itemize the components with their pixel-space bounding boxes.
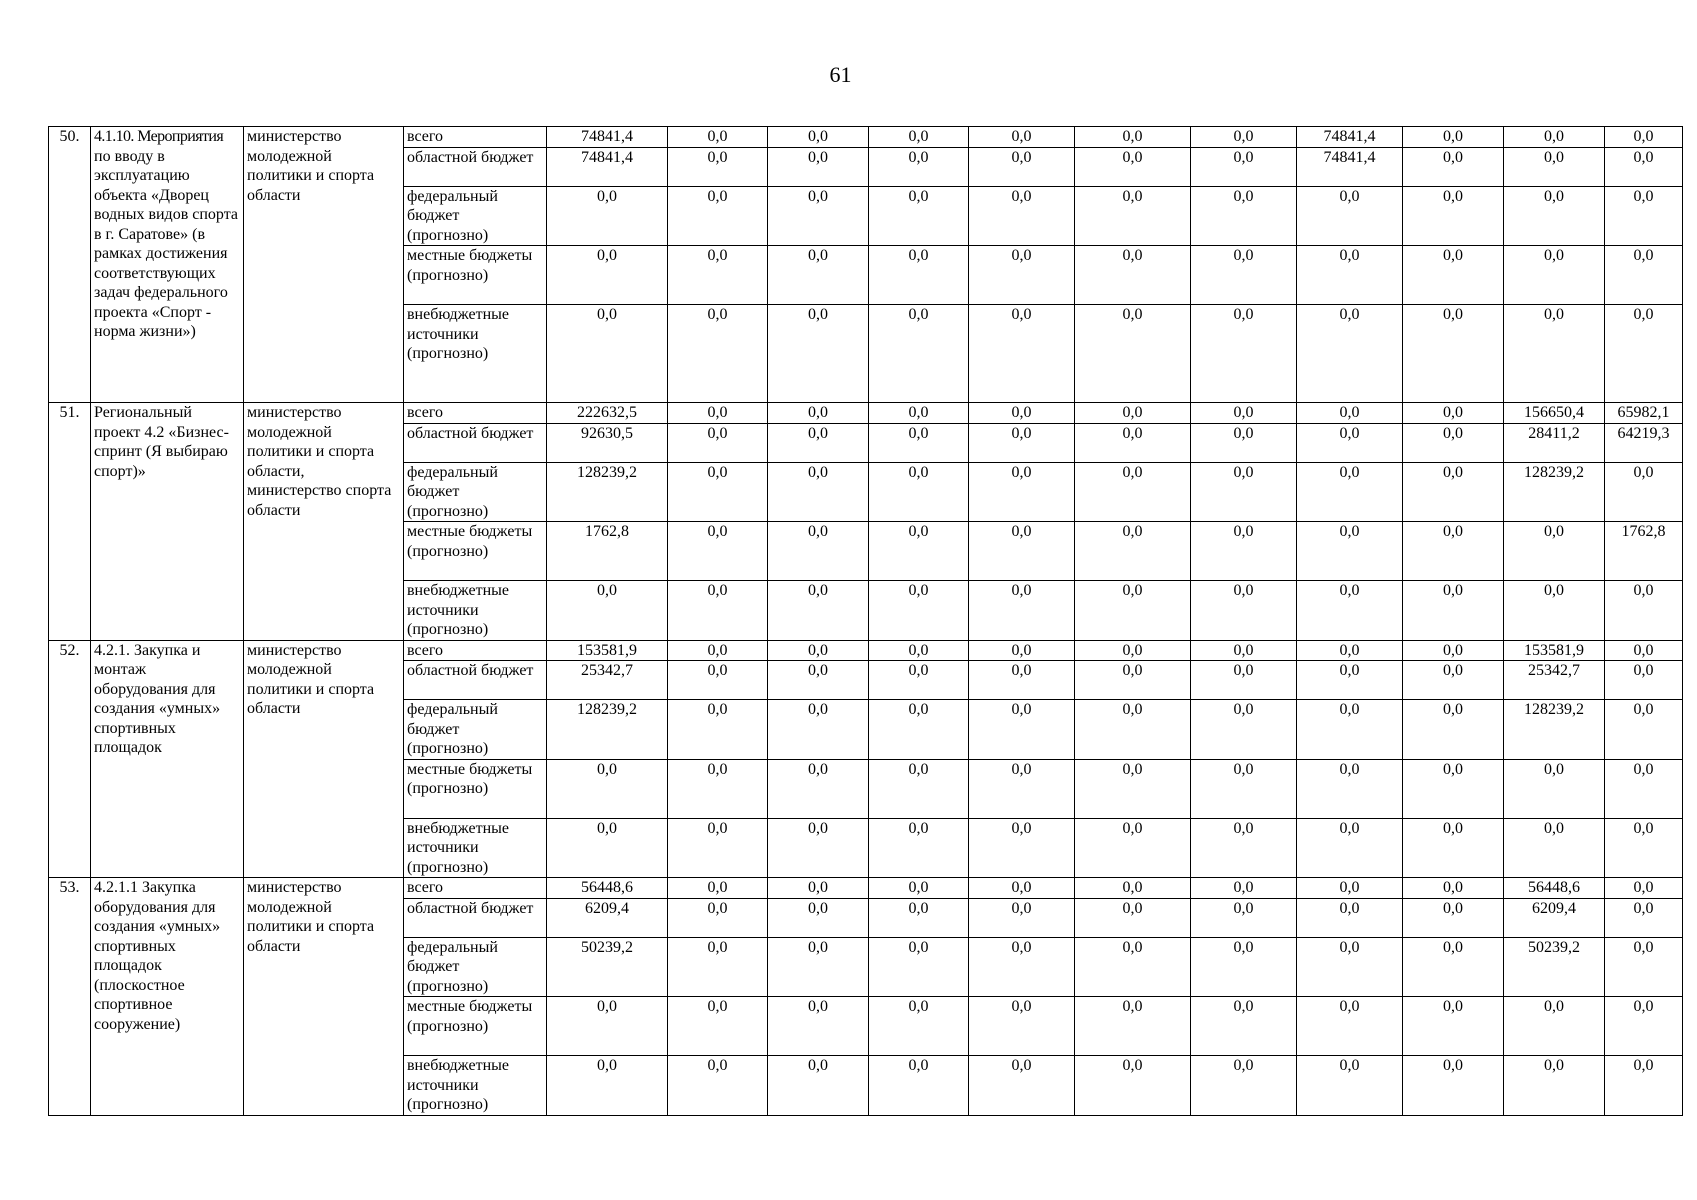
- amount-cell: 0,0: [1191, 127, 1297, 148]
- amount-cell: 0,0: [1075, 898, 1191, 937]
- amount-cell: 0,0: [869, 522, 969, 581]
- amount-cell: 0,0: [1403, 759, 1504, 818]
- funding-source: федеральный бюджет (прогнозно): [404, 937, 547, 997]
- amount-cell: 74841,4: [1297, 147, 1403, 186]
- amount-cell: 0,0: [1191, 759, 1297, 818]
- amount-cell: 0,0: [969, 127, 1075, 148]
- amount-cell: 0,0: [869, 700, 969, 760]
- executor: министерство молодежной политики и спорта области: [244, 878, 404, 1116]
- amount-cell: 0,0: [1297, 246, 1403, 305]
- amount-cell: 74841,4: [547, 147, 668, 186]
- amount-cell: 0,0: [668, 581, 768, 641]
- row-number: 50.: [49, 127, 91, 403]
- amount-cell: 0,0: [768, 522, 869, 581]
- amount-cell: 0,0: [547, 818, 668, 878]
- amount-cell: 0,0: [1191, 937, 1297, 997]
- amount-cell: 0,0: [1403, 1056, 1504, 1116]
- table-row: [49, 640, 1683, 661]
- amount-cell: 0,0: [668, 878, 768, 899]
- amount-cell: 64219,3: [1605, 423, 1683, 462]
- amount-cell: 0,0: [1297, 640, 1403, 661]
- amount-cell: 0,0: [668, 462, 768, 522]
- amount-cell: 0,0: [969, 937, 1075, 997]
- activity-title-text: 4.2.1.1 Закупка оборудования для создания «умных» спортивных площадок (плоскостное спортивное сооружение): [94, 879, 221, 1033]
- amount-cell: 0,0: [1605, 661, 1683, 700]
- amount-cell: 0,0: [668, 997, 768, 1056]
- amount-cell: 0,0: [969, 403, 1075, 424]
- amount-cell: 0,0: [1605, 186, 1683, 246]
- amount-cell: 0,0: [969, 186, 1075, 246]
- table-row: [49, 127, 1683, 148]
- amount-cell: 0,0: [869, 423, 969, 462]
- amount-cell: 28411,2: [1504, 423, 1605, 462]
- amount-cell: 0,0: [1075, 937, 1191, 997]
- amount-cell: 0,0: [1403, 186, 1504, 246]
- amount-cell: 0,0: [869, 1056, 969, 1116]
- amount-cell: 0,0: [1297, 462, 1403, 522]
- amount-cell: 0,0: [969, 581, 1075, 641]
- page-number: 61: [829, 62, 852, 87]
- amount-cell: 0,0: [768, 403, 869, 424]
- amount-cell: 0,0: [869, 127, 969, 148]
- activity-title-text: по вводу в эксплуатацию объекта «Дворец водных видов спорта в г. Саратове» (в рамках достижения соответствующих задач федерального проекта «Спорт - норма жизни»): [94, 147, 238, 340]
- row-number: 52.: [49, 640, 91, 878]
- amount-cell: 0,0: [1075, 186, 1191, 246]
- amount-cell: 0,0: [668, 305, 768, 403]
- amount-cell: 0,0: [1297, 305, 1403, 403]
- amount-cell: 0,0: [668, 759, 768, 818]
- funding-source: областной бюджет: [404, 423, 547, 462]
- amount-cell: 0,0: [768, 127, 869, 148]
- amount-cell: 0,0: [869, 640, 969, 661]
- amount-cell: 222632,5: [547, 403, 668, 424]
- amount-cell: 0,0: [869, 246, 969, 305]
- amount-cell: 0,0: [668, 522, 768, 581]
- amount-cell: 128239,2: [547, 462, 668, 522]
- amount-cell: 0,0: [869, 997, 969, 1056]
- funding-source: внебюджетные источники (прогнозно): [404, 1056, 547, 1116]
- amount-cell: 0,0: [1504, 818, 1605, 878]
- amount-cell: 0,0: [1075, 759, 1191, 818]
- amount-cell: 0,0: [1075, 403, 1191, 424]
- amount-cell: 0,0: [1403, 462, 1504, 522]
- amount-cell: 0,0: [668, 186, 768, 246]
- amount-cell: 0,0: [1403, 898, 1504, 937]
- amount-cell: 56448,6: [547, 878, 668, 899]
- amount-cell: 128239,2: [1504, 462, 1605, 522]
- amount-cell: 0,0: [969, 1056, 1075, 1116]
- activity-title: [91, 127, 244, 403]
- amount-cell: 0,0: [1075, 246, 1191, 305]
- amount-cell: 0,0: [768, 700, 869, 760]
- amount-cell: 0,0: [1297, 186, 1403, 246]
- amount-cell: 0,0: [1297, 937, 1403, 997]
- executor: министерство молодежной политики и спорта области, министерство спорта области: [244, 403, 404, 641]
- amount-cell: 0,0: [869, 581, 969, 641]
- amount-cell: 0,0: [1504, 305, 1605, 403]
- row-number: 53.: [49, 878, 91, 1116]
- amount-cell: 0,0: [1504, 581, 1605, 641]
- funding-source: федеральный бюджет (прогнозно): [404, 700, 547, 760]
- amount-cell: 0,0: [1504, 186, 1605, 246]
- amount-cell: 0,0: [1504, 1056, 1605, 1116]
- amount-cell: 0,0: [1605, 700, 1683, 760]
- amount-cell: 0,0: [969, 305, 1075, 403]
- amount-cell: 0,0: [668, 403, 768, 424]
- amount-cell: 153581,9: [1504, 640, 1605, 661]
- amount-cell: 0,0: [768, 661, 869, 700]
- activity-title: [91, 878, 244, 1116]
- amount-cell: 0,0: [1504, 147, 1605, 186]
- amount-cell: 0,0: [1403, 640, 1504, 661]
- amount-cell: 0,0: [668, 127, 768, 148]
- funding-source: областной бюджет: [404, 898, 547, 937]
- funding-source: местные бюджеты (прогнозно): [404, 997, 547, 1056]
- amount-cell: 0,0: [1504, 522, 1605, 581]
- amount-cell: 0,0: [1075, 423, 1191, 462]
- amount-cell: 128239,2: [1504, 700, 1605, 760]
- amount-cell: 0,0: [1297, 818, 1403, 878]
- amount-cell: 0,0: [1504, 759, 1605, 818]
- amount-cell: 0,0: [1605, 581, 1683, 641]
- amount-cell: 0,0: [1297, 522, 1403, 581]
- activity-title-text: 4.2.1. Закупка и монтаж оборудования для создания «умных» спортивных площадок: [94, 641, 221, 756]
- amount-cell: 0,0: [1297, 700, 1403, 760]
- amount-cell: 0,0: [1605, 997, 1683, 1056]
- funding-source: федеральный бюджет (прогнозно): [404, 186, 547, 246]
- amount-cell: 0,0: [1605, 898, 1683, 937]
- amount-cell: 0,0: [547, 581, 668, 641]
- amount-cell: 0,0: [668, 898, 768, 937]
- activity-title: [91, 403, 244, 641]
- amount-cell: 0,0: [1191, 522, 1297, 581]
- amount-cell: 0,0: [1297, 878, 1403, 899]
- budget-table: [48, 126, 1683, 1116]
- amount-cell: 74841,4: [1297, 127, 1403, 148]
- amount-cell: 0,0: [1605, 1056, 1683, 1116]
- amount-cell: 0,0: [1191, 186, 1297, 246]
- amount-cell: 0,0: [969, 462, 1075, 522]
- amount-cell: 0,0: [547, 186, 668, 246]
- amount-cell: 0,0: [1605, 818, 1683, 878]
- amount-cell: 0,0: [668, 640, 768, 661]
- amount-cell: 0,0: [547, 1056, 668, 1116]
- funding-source: местные бюджеты (прогнозно): [404, 522, 547, 581]
- amount-cell: 0,0: [1605, 147, 1683, 186]
- amount-cell: 0,0: [1403, 937, 1504, 997]
- amount-cell: 1762,8: [1605, 522, 1683, 581]
- table-row: [49, 878, 1683, 899]
- amount-cell: 0,0: [1605, 640, 1683, 661]
- row-number: 51.: [49, 403, 91, 641]
- amount-cell: 0,0: [969, 700, 1075, 760]
- amount-cell: 128239,2: [547, 700, 668, 760]
- amount-cell: 0,0: [768, 878, 869, 899]
- executor: министерство молодежной политики и спорта области: [244, 127, 404, 403]
- amount-cell: 0,0: [969, 898, 1075, 937]
- amount-cell: 0,0: [1297, 403, 1403, 424]
- amount-cell: 25342,7: [1504, 661, 1605, 700]
- amount-cell: 0,0: [1297, 1056, 1403, 1116]
- amount-cell: 0,0: [1297, 997, 1403, 1056]
- amount-cell: 0,0: [1605, 127, 1683, 148]
- amount-cell: 0,0: [668, 937, 768, 997]
- amount-cell: 0,0: [1297, 898, 1403, 937]
- amount-cell: 0,0: [768, 1056, 869, 1116]
- amount-cell: 0,0: [1075, 522, 1191, 581]
- amount-cell: 0,0: [668, 423, 768, 462]
- amount-cell: 0,0: [1403, 305, 1504, 403]
- amount-cell: 0,0: [1075, 581, 1191, 641]
- funding-source: внебюджетные источники (прогнозно): [404, 305, 547, 403]
- amount-cell: 0,0: [869, 759, 969, 818]
- amount-cell: 0,0: [869, 186, 969, 246]
- amount-cell: 0,0: [1075, 147, 1191, 186]
- amount-cell: 74841,4: [547, 127, 668, 148]
- amount-cell: 0,0: [668, 661, 768, 700]
- amount-cell: 0,0: [969, 640, 1075, 661]
- amount-cell: 0,0: [969, 661, 1075, 700]
- amount-cell: 0,0: [869, 878, 969, 899]
- amount-cell: 0,0: [768, 997, 869, 1056]
- amount-cell: 0,0: [1297, 581, 1403, 641]
- funding-source: местные бюджеты (прогнозно): [404, 759, 547, 818]
- amount-cell: 0,0: [1075, 818, 1191, 878]
- funding-source: всего: [404, 640, 547, 661]
- amount-cell: 0,0: [1191, 581, 1297, 641]
- amount-cell: 0,0: [1403, 127, 1504, 148]
- amount-cell: 0,0: [1191, 898, 1297, 937]
- amount-cell: 0,0: [1075, 878, 1191, 899]
- amount-cell: 0,0: [1605, 305, 1683, 403]
- amount-cell: 0,0: [1297, 423, 1403, 462]
- amount-cell: 0,0: [547, 246, 668, 305]
- amount-cell: 0,0: [1403, 522, 1504, 581]
- amount-cell: 0,0: [668, 700, 768, 760]
- amount-cell: 0,0: [1191, 423, 1297, 462]
- funding-source: областной бюджет: [404, 147, 547, 186]
- activity-title-text: Региональный проект 4.2 «Бизнес-спринт (Я выбираю спорт)»: [94, 404, 229, 480]
- amount-cell: 0,0: [1403, 423, 1504, 462]
- amount-cell: 0,0: [1605, 878, 1683, 899]
- amount-cell: 0,0: [1191, 997, 1297, 1056]
- amount-cell: 0,0: [1403, 700, 1504, 760]
- amount-cell: 0,0: [1075, 127, 1191, 148]
- amount-cell: 0,0: [668, 246, 768, 305]
- amount-cell: 0,0: [969, 423, 1075, 462]
- amount-cell: 56448,6: [1504, 878, 1605, 899]
- funding-source: всего: [404, 878, 547, 899]
- amount-cell: 0,0: [1075, 640, 1191, 661]
- amount-cell: 156650,4: [1504, 403, 1605, 424]
- amount-cell: 0,0: [869, 462, 969, 522]
- amount-cell: 0,0: [768, 898, 869, 937]
- amount-cell: 0,0: [547, 997, 668, 1056]
- funding-source: внебюджетные источники (прогнозно): [404, 818, 547, 878]
- amount-cell: 0,0: [1504, 127, 1605, 148]
- executor: министерство молодежной политики и спорта области: [244, 640, 404, 878]
- amount-cell: 0,0: [668, 147, 768, 186]
- amount-cell: 0,0: [1075, 997, 1191, 1056]
- amount-cell: 0,0: [547, 305, 668, 403]
- amount-cell: 0,0: [969, 878, 1075, 899]
- table-row: [49, 403, 1683, 424]
- activity-title: [91, 640, 244, 878]
- amount-cell: 0,0: [768, 818, 869, 878]
- amount-cell: 0,0: [1605, 462, 1683, 522]
- funding-source: всего: [404, 403, 547, 424]
- amount-cell: 0,0: [1504, 997, 1605, 1056]
- funding-source: всего: [404, 127, 547, 148]
- amount-cell: 0,0: [1403, 661, 1504, 700]
- amount-cell: 0,0: [668, 818, 768, 878]
- amount-cell: 50239,2: [547, 937, 668, 997]
- amount-cell: 0,0: [1075, 700, 1191, 760]
- amount-cell: 0,0: [1191, 878, 1297, 899]
- amount-cell: 0,0: [969, 997, 1075, 1056]
- amount-cell: 0,0: [768, 759, 869, 818]
- amount-cell: 0,0: [768, 186, 869, 246]
- amount-cell: 0,0: [869, 661, 969, 700]
- amount-cell: 0,0: [768, 305, 869, 403]
- amount-cell: 0,0: [1191, 147, 1297, 186]
- amount-cell: 0,0: [1191, 640, 1297, 661]
- amount-cell: 0,0: [1504, 246, 1605, 305]
- amount-cell: 92630,5: [547, 423, 668, 462]
- amount-cell: 0,0: [869, 305, 969, 403]
- amount-cell: 0,0: [969, 246, 1075, 305]
- amount-cell: 0,0: [1191, 818, 1297, 878]
- amount-cell: 0,0: [1191, 700, 1297, 760]
- amount-cell: 0,0: [1403, 147, 1504, 186]
- amount-cell: 1762,8: [547, 522, 668, 581]
- amount-cell: 0,0: [1075, 661, 1191, 700]
- amount-cell: 0,0: [547, 759, 668, 818]
- amount-cell: 65982,1: [1605, 403, 1683, 424]
- amount-cell: 153581,9: [547, 640, 668, 661]
- amount-cell: 0,0: [1191, 1056, 1297, 1116]
- amount-cell: 0,0: [768, 246, 869, 305]
- amount-cell: 0,0: [869, 937, 969, 997]
- amount-cell: 0,0: [869, 818, 969, 878]
- amount-cell: 0,0: [768, 462, 869, 522]
- amount-cell: 0,0: [969, 818, 1075, 878]
- funding-source: внебюджетные источники (прогнозно): [404, 581, 547, 641]
- amount-cell: 0,0: [1191, 403, 1297, 424]
- amount-cell: 0,0: [1403, 818, 1504, 878]
- amount-cell: 0,0: [1075, 462, 1191, 522]
- funding-source: областной бюджет: [404, 661, 547, 700]
- amount-cell: 0,0: [1191, 661, 1297, 700]
- amount-cell: 0,0: [1297, 661, 1403, 700]
- amount-cell: 0,0: [1191, 462, 1297, 522]
- amount-cell: 0,0: [869, 147, 969, 186]
- amount-cell: 0,0: [1191, 246, 1297, 305]
- amount-cell: 0,0: [768, 640, 869, 661]
- amount-cell: 0,0: [1403, 581, 1504, 641]
- amount-cell: 0,0: [768, 937, 869, 997]
- activity-code: 4.1.10. Мероприятия: [94, 128, 224, 145]
- amount-cell: 0,0: [768, 423, 869, 462]
- amount-cell: 0,0: [869, 403, 969, 424]
- amount-cell: 0,0: [768, 581, 869, 641]
- amount-cell: 0,0: [869, 898, 969, 937]
- amount-cell: 0,0: [969, 147, 1075, 186]
- amount-cell: 0,0: [1605, 937, 1683, 997]
- amount-cell: 0,0: [1075, 1056, 1191, 1116]
- amount-cell: 0,0: [1191, 305, 1297, 403]
- amount-cell: 0,0: [1297, 759, 1403, 818]
- amount-cell: 0,0: [1403, 403, 1504, 424]
- amount-cell: 0,0: [1403, 878, 1504, 899]
- amount-cell: 0,0: [768, 147, 869, 186]
- amount-cell: 0,0: [969, 759, 1075, 818]
- amount-cell: 0,0: [1605, 246, 1683, 305]
- amount-cell: 25342,7: [547, 661, 668, 700]
- funding-source: федеральный бюджет (прогнозно): [404, 462, 547, 522]
- amount-cell: 0,0: [1075, 305, 1191, 403]
- funding-source: местные бюджеты (прогнозно): [404, 246, 547, 305]
- amount-cell: 0,0: [1605, 759, 1683, 818]
- amount-cell: 50239,2: [1504, 937, 1605, 997]
- amount-cell: 6209,4: [1504, 898, 1605, 937]
- amount-cell: 0,0: [1403, 246, 1504, 305]
- amount-cell: 0,0: [1403, 997, 1504, 1056]
- amount-cell: 0,0: [969, 522, 1075, 581]
- amount-cell: 0,0: [668, 1056, 768, 1116]
- amount-cell: 6209,4: [547, 898, 668, 937]
